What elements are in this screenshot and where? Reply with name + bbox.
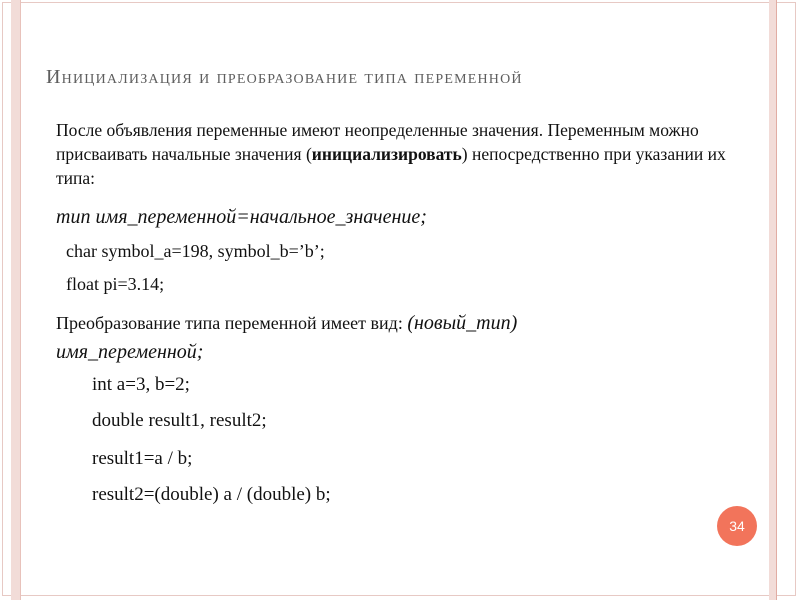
cast-variable-syntax: имя_переменной; (56, 341, 204, 363)
code-double-decl: double result1, result2; (92, 410, 267, 431)
left-decor-line (20, 0, 21, 600)
cast-text: Преобразование типа переменной имеет вид: (56, 313, 408, 333)
cast-type-syntax: (новый_тип) (407, 312, 518, 334)
intro-bold-term: инициализировать (311, 144, 462, 164)
cast-paragraph (56, 312, 517, 335)
page-number-badge: 34 (717, 506, 757, 546)
code-float-example: float pi=3.14; (66, 274, 165, 294)
slide-border (2, 2, 796, 596)
init-syntax-line: тип имя_переменной=начальное_значение; (56, 206, 427, 228)
code-result1-assign: result1=a / b; (92, 448, 193, 469)
intro-paragraph (56, 118, 746, 190)
intro-text-start: После объявления переменные имеют неопределенные значения. Переменным можно присваивать начальные значения ( (56, 120, 699, 164)
code-result2-assign: result2=(double) a / (double) b; (92, 484, 331, 505)
slide-title: Инициализация и преобразование типа переменной (46, 66, 523, 88)
intro-text-end: ) непосредственно при указании их типа: (56, 144, 726, 188)
code-char-example: char symbol_a=198, symbol_b=’b’; (66, 241, 325, 261)
right-decor-line (776, 0, 777, 600)
right-decor-stripe (769, 0, 776, 600)
code-int-decl: int a=3, b=2; (92, 374, 190, 395)
left-decor-stripe (11, 0, 20, 600)
